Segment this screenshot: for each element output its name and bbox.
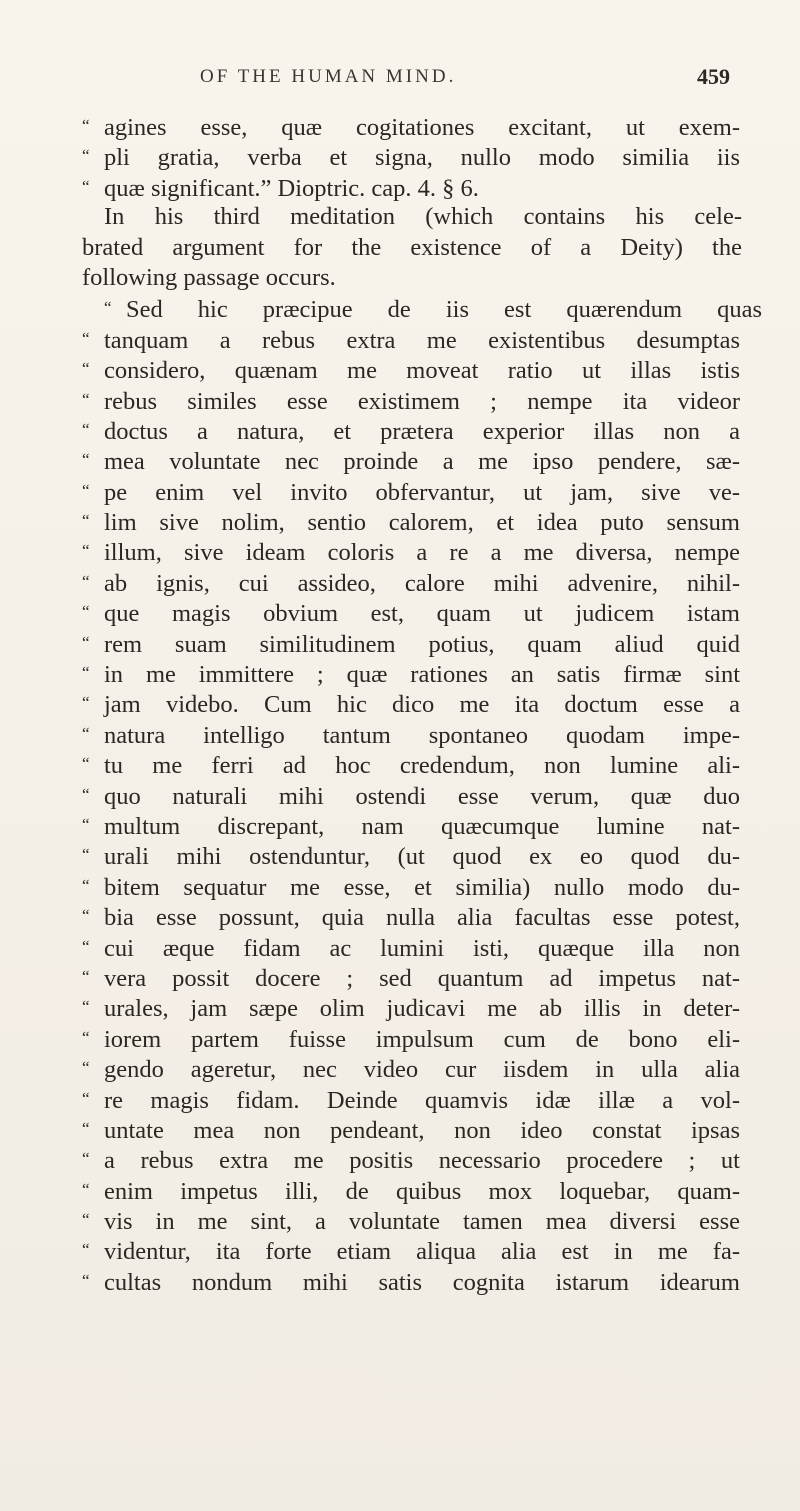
text-line xyxy=(82,1114,742,1144)
text-line xyxy=(82,1175,742,1205)
quote-mark: “ xyxy=(82,450,90,470)
quote-mark: “ xyxy=(82,359,90,379)
text-line xyxy=(82,1084,742,1114)
text-line xyxy=(82,172,742,202)
quote-mark: “ xyxy=(82,754,90,774)
line-text: brated argument for the existence of a Deity) the xyxy=(82,233,742,261)
quote-mark: “ xyxy=(82,541,90,561)
line-text: illum, sive ideam coloris a re a me diversa, nempe xyxy=(104,539,740,567)
quote-mark: “ xyxy=(82,1058,90,1078)
text-line xyxy=(82,141,742,171)
line-text: mea voluntate nec proinde a me ipso pendere, sæ- xyxy=(104,448,740,476)
quote-mark: “ xyxy=(104,298,112,318)
quote-mark: “ xyxy=(82,176,90,196)
line-text: multum discrepant, nam quæcumque lumine nat- xyxy=(104,812,740,840)
line-text: Sed hic præcipue de iis est quærendum quas xyxy=(126,296,762,324)
line-text: doctus a natura, et prætera experior illas non a xyxy=(104,417,740,445)
line-text: lim sive nolim, sentio calorem, et idea puto sensum xyxy=(104,509,740,537)
text-line xyxy=(82,1205,742,1235)
quote-mark: “ xyxy=(82,1210,90,1230)
running-title: OF THE HUMAN MIND. xyxy=(200,66,457,87)
line-text: pli gratia, verba et signa, nullo modo similia iis xyxy=(104,144,740,172)
quote-mark: “ xyxy=(82,997,90,1017)
line-text: rebus similes esse existimem ; nempe ita videor xyxy=(104,387,740,415)
text-line xyxy=(82,658,742,688)
text-line xyxy=(82,293,762,324)
line-text: jam videbo. Cum hic dico me ita doctum esse a xyxy=(104,691,740,719)
quote-mark: “ xyxy=(82,1270,90,1290)
line-text: considero, quænam me moveat ratio ut illas istis xyxy=(104,357,740,385)
text-line xyxy=(82,749,742,779)
text-line xyxy=(82,536,742,566)
text-line xyxy=(82,111,742,141)
quote-mark: “ xyxy=(82,602,90,622)
line-text: In his third meditation (which contains his cele- xyxy=(104,203,742,231)
line-text: re magis fidam. Deinde quamvis idæ illæ a vol- xyxy=(104,1086,740,1114)
quote-mark: “ xyxy=(82,632,90,652)
line-text: bia esse possunt, quia nulla alia facultas esse potest, xyxy=(104,904,740,932)
text-line xyxy=(82,597,742,627)
line-text: urali mihi ostenduntur, (ut quod ex eo quod du- xyxy=(104,843,740,871)
quote-mark: “ xyxy=(82,936,90,956)
quote-mark: “ xyxy=(82,1027,90,1047)
text-line xyxy=(82,1144,742,1174)
quote-mark: “ xyxy=(82,480,90,500)
text-line xyxy=(82,385,742,415)
text-line xyxy=(82,506,742,536)
line-text: quo naturali mihi ostendi esse verum, quæ duo xyxy=(104,782,740,810)
quote-mark: “ xyxy=(82,419,90,439)
text-line xyxy=(82,719,742,749)
text-line xyxy=(82,445,742,475)
line-text: untate mea non pendeant, non ideo constat ipsas xyxy=(104,1116,740,1144)
quote-mark: “ xyxy=(82,116,90,135)
quote-mark: “ xyxy=(82,966,90,986)
line-text: quæ significant.” Dioptric. cap. 4. § 6. xyxy=(104,174,479,202)
text-line xyxy=(82,415,742,445)
running-head xyxy=(200,64,730,96)
line-text: gendo ageretur, nec video cur iisdem in ulla alia xyxy=(104,1056,740,1084)
line-text: videntur, ita forte etiam aliqua alia est in me fa- xyxy=(104,1238,740,1266)
line-text: in me immittere ; quæ rationes an satis firmæ sint xyxy=(104,661,740,689)
line-text: bitem sequatur me esse, et similia) nullo modo du- xyxy=(104,873,740,901)
quote-mark: “ xyxy=(82,663,90,683)
quote-mark: “ xyxy=(82,1149,90,1169)
text-line xyxy=(82,780,742,810)
line-text: cui æque fidam ac lumini isti, quæque illa non xyxy=(104,934,740,962)
quote-mark: “ xyxy=(82,328,90,348)
quote-mark: “ xyxy=(82,723,90,743)
text-line xyxy=(82,202,742,232)
text-line xyxy=(82,1266,742,1296)
line-text: iorem partem fuisse impulsum cum de bono eli- xyxy=(104,1025,740,1053)
quote-mark: “ xyxy=(82,571,90,591)
line-text: natura intelligo tantum spontaneo quodam impe- xyxy=(104,721,740,749)
quote-mark: “ xyxy=(82,784,90,804)
line-text: a rebus extra me positis necessario procedere ; ut xyxy=(104,1147,740,1175)
quote-mark: “ xyxy=(82,389,90,409)
quote-mark: “ xyxy=(82,845,90,865)
text-line xyxy=(82,992,742,1022)
text-line xyxy=(82,567,742,597)
line-text: agines esse, quæ cogitationes excitant, ut exem- xyxy=(104,114,740,141)
line-text: que magis obvium est, quam ut judicem istam xyxy=(104,600,740,628)
quote-mark: “ xyxy=(82,875,90,895)
line-text: enim impetus illi, de quibus mox loquebar, quam- xyxy=(104,1177,740,1205)
text-line xyxy=(82,871,742,901)
text-line xyxy=(82,840,742,870)
text-line xyxy=(82,688,742,718)
text-line xyxy=(82,932,742,962)
text-line xyxy=(82,1023,742,1053)
text-line xyxy=(82,476,742,506)
quote-mark: “ xyxy=(82,906,90,926)
text-line xyxy=(82,233,742,263)
quote-mark: “ xyxy=(82,1179,90,1199)
text-line xyxy=(82,962,742,992)
line-text: vera possit docere ; sed quantum ad impetus nat- xyxy=(104,964,740,992)
text-line xyxy=(82,263,742,293)
text-line xyxy=(82,628,742,658)
quote-mark: “ xyxy=(82,814,90,834)
line-text: cultas nondum mihi satis cognita istarum idearum xyxy=(104,1268,740,1296)
text-line xyxy=(82,1053,742,1083)
line-text: ab ignis, cui assideo, calore mihi advenire, nihil- xyxy=(104,569,740,597)
line-text: tanquam a rebus extra me existentibus desumptas xyxy=(104,326,740,354)
page-number: 459 xyxy=(697,64,730,89)
quote-mark: “ xyxy=(82,511,90,531)
line-text: pe enim vel invito obfervantur, ut jam, sive ve- xyxy=(104,478,740,506)
body-text xyxy=(82,111,762,1296)
line-text: following passage occurs. xyxy=(82,263,336,291)
text-line xyxy=(82,1235,742,1265)
quote-mark: “ xyxy=(82,146,90,166)
line-text: tu me ferri ad hoc credendum, non lumine ali- xyxy=(104,752,740,780)
text-line xyxy=(82,810,742,840)
quote-mark: “ xyxy=(82,1088,90,1108)
text-line xyxy=(82,354,742,384)
quote-mark: “ xyxy=(82,1118,90,1138)
quote-mark: “ xyxy=(82,1240,90,1260)
text-line xyxy=(82,901,742,931)
line-text: rem suam similitudinem potius, quam aliud quid xyxy=(104,630,740,658)
line-text: vis in me sint, a voluntate tamen mea diversi esse xyxy=(104,1208,740,1236)
text-line xyxy=(82,324,742,354)
quote-mark: “ xyxy=(82,693,90,713)
line-text: urales, jam sæpe olim judicavi me ab illis in deter- xyxy=(104,995,740,1023)
